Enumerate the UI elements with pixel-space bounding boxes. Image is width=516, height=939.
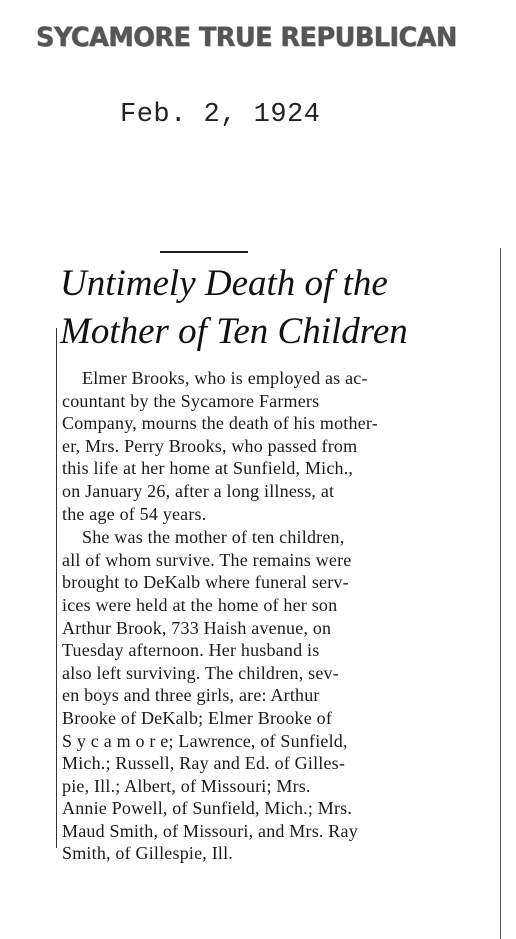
text-line: this life at her home at Sunfield, Mich., <box>62 458 354 479</box>
text-line: all of whom survive. The remains were <box>62 549 352 570</box>
publication-date: Feb. 2, 1924 <box>120 100 321 130</box>
text-line: Company, mourns the death of his mother- <box>62 413 378 434</box>
text-line: on January 26, after a long illness, at <box>62 480 335 501</box>
text-line: Arthur Brook, 733 Haish avenue, on <box>62 617 332 638</box>
text-line: Smith, of Gillespie, Ill. <box>62 843 233 864</box>
text-line: also left surviving. The children, sev- <box>62 662 339 683</box>
text-line: Tuesday afternoon. Her husband is <box>62 640 320 661</box>
headline-line-2: Mother of Ten Children <box>60 311 408 352</box>
text-line: pie, Ill.; Albert, of Missouri; Mrs. <box>62 775 311 796</box>
article-body <box>62 367 486 865</box>
newspaper-masthead-stamp: SYCAMORE TRUE REPUBLICAN <box>36 22 457 54</box>
text-line: er, Mrs. Perry Brooks, who passed from <box>62 435 358 456</box>
text-line: en boys and three girls, are: Arthur <box>62 685 320 706</box>
text-line: Mich.; Russell, Ray and Ed. of Gilles- <box>62 753 346 774</box>
column-right-rule <box>500 248 501 939</box>
text-line: ices were held at the home of her son <box>62 594 338 615</box>
column-left-rule <box>56 328 57 848</box>
text-line: the age of 54 years. <box>62 503 207 524</box>
newspaper-clipping <box>0 240 516 939</box>
text-line: S y c a m o r e; Lawrence, of Sunfield, <box>62 730 348 751</box>
text-line: She was the mother of ten children, <box>82 527 345 548</box>
headline-line-1: Untimely Death of the <box>60 263 388 304</box>
clipping-top-rule <box>160 251 248 253</box>
article-headline <box>60 260 500 356</box>
text-line: Annie Powell, of Sunfield, Mich.; Mrs. <box>62 798 353 819</box>
article-paragraph-1 <box>62 367 486 525</box>
article-paragraph-2 <box>62 526 486 865</box>
text-line: Maud Smith, of Missouri, and Mrs. Ray <box>62 820 358 841</box>
text-line: Brooke of DeKalb; Elmer Brooke of <box>62 707 333 728</box>
text-line: brought to DeKalb where funeral serv- <box>62 572 349 593</box>
text-line: Elmer Brooks, who is employed as ac- <box>82 368 368 388</box>
text-line: countant by the Sycamore Farmers <box>62 390 320 411</box>
